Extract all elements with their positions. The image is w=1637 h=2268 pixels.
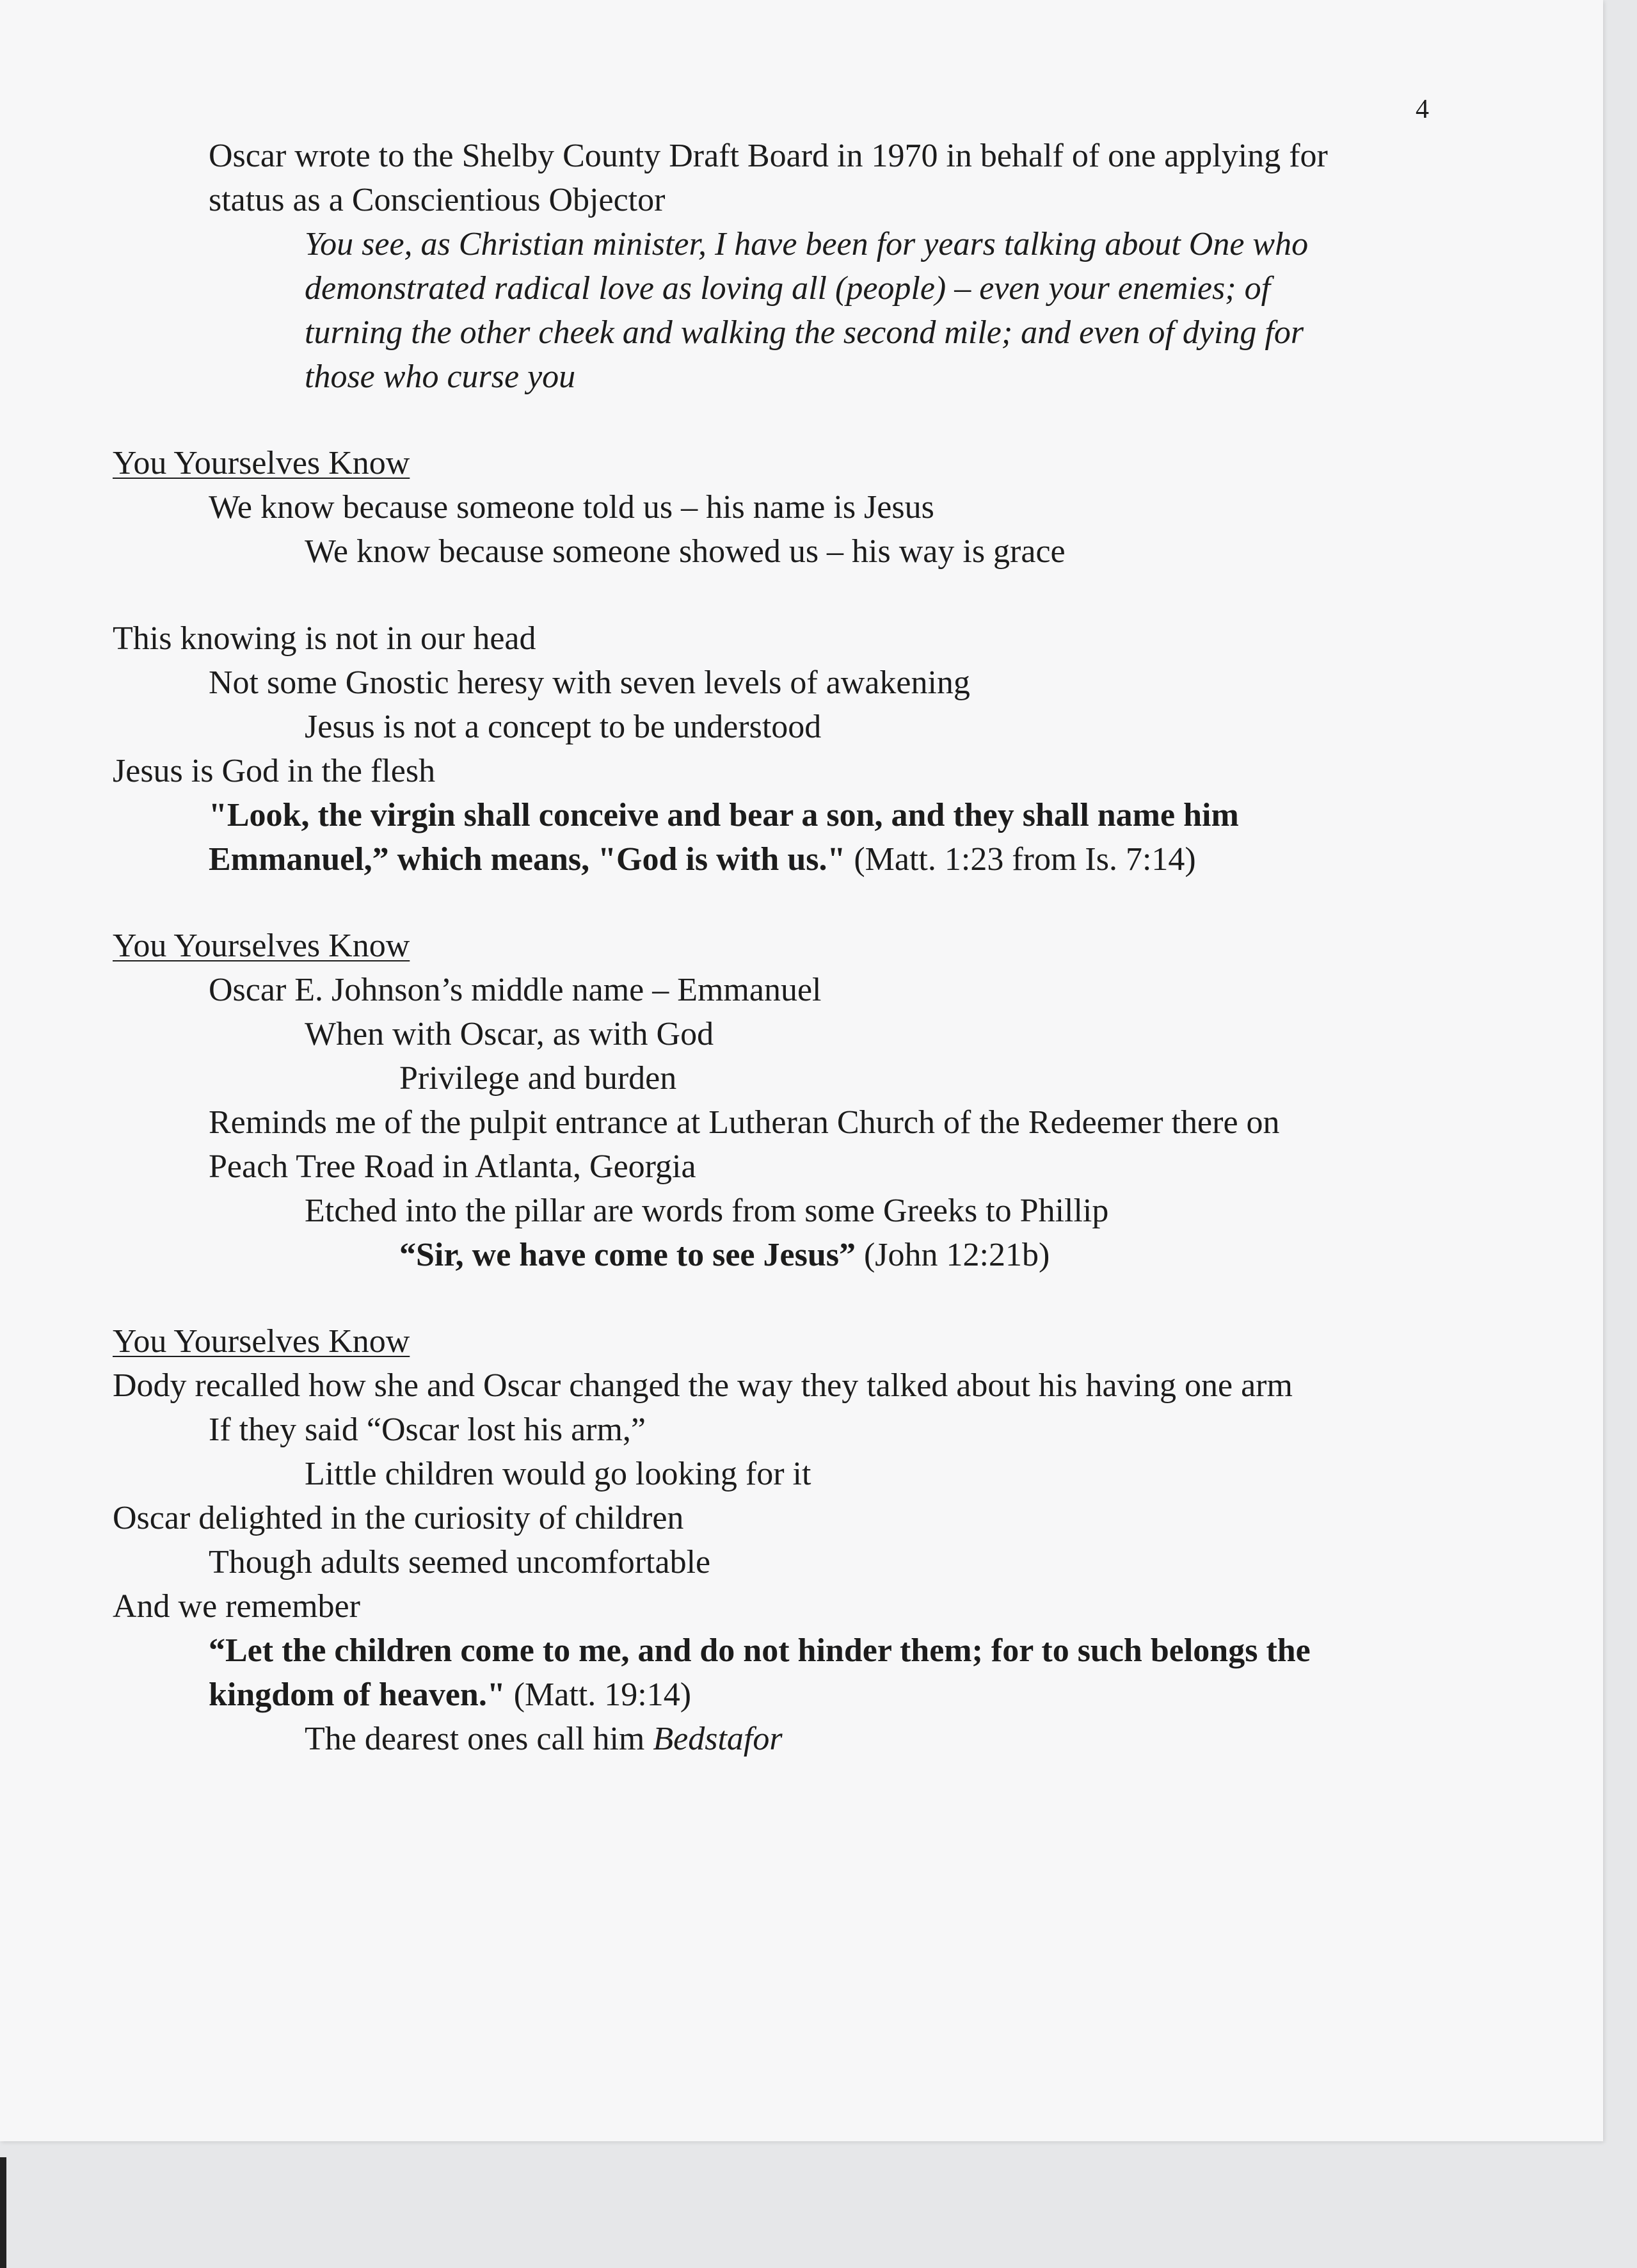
paragraph-line: Peach Tree Road in Atlanta, Georgia <box>209 1148 696 1185</box>
paragraph-line: This knowing is not in our head <box>113 620 536 657</box>
scripture-line <box>399 1239 1050 1272</box>
paragraph-text: The dearest ones call him <box>305 1721 653 1757</box>
paragraph-line: We know because someone told us – his name is Jesus <box>209 489 934 526</box>
paragraph-line: Privilege and burden <box>399 1060 677 1097</box>
section-heading: You Yourselves Know <box>113 1323 410 1360</box>
paragraph-line <box>305 1723 783 1756</box>
paragraph-line: Oscar delighted in the curiosity of children <box>113 1500 684 1536</box>
scripture-text: kingdom of heaven." <box>209 1677 506 1713</box>
paragraph-line: Oscar wrote to the Shelby County Draft Board in 1970 in behalf of one applying for <box>209 138 1328 174</box>
paragraph-line: Though adults seemed uncomfortable <box>209 1544 711 1580</box>
scripture-line: “Let the children come to me, and do not hinder them; for to such belongs the <box>209 1632 1311 1669</box>
name-italic: Bedstafor <box>653 1721 783 1757</box>
paragraph-line: If they said “Oscar lost his arm,” <box>209 1411 646 1448</box>
paragraph-line: When with Oscar, as with God <box>305 1016 714 1052</box>
paragraph-line: status as a Conscientious Objector <box>209 182 666 218</box>
paragraph-line: Jesus is God in the flesh <box>113 753 436 789</box>
paragraph-line: Not some Gnostic heresy with seven levels of awakening <box>209 664 970 701</box>
paragraph-line: Dody recalled how she and Oscar changed the way they talked about his having one arm <box>113 1367 1293 1404</box>
scripture-text: “Sir, we have come to see Jesus” <box>399 1237 856 1273</box>
scripture-line <box>209 843 1196 876</box>
paragraph-line: Oscar E. Johnson’s middle name – Emmanuel <box>209 972 822 1008</box>
page-number: 4 <box>1416 95 1429 124</box>
section-heading: You Yourselves Know <box>113 445 410 481</box>
scripture-citation: (Matt. 19:14) <box>505 1677 692 1713</box>
quote-line: You see, as Christian minister, I have been for years talking about One who <box>305 226 1309 262</box>
quote-line: turning the other cheek and walking the second mile; and even of dying for <box>305 314 1304 351</box>
paragraph-line: Etched into the pillar are words from some Greeks to Phillip <box>305 1193 1109 1229</box>
paragraph-line: Little children would go looking for it <box>305 1456 811 1492</box>
scripture-text: Emmanuel,” which means, "God is with us." <box>209 841 846 878</box>
quote-line: demonstrated radical love as loving all (people) – even your enemies; of <box>305 270 1271 307</box>
paragraph-line: Jesus is not a concept to be understood <box>305 709 822 745</box>
paragraph-line: Reminds me of the pulpit entrance at Lutheran Church of the Redeemer there on <box>209 1104 1280 1141</box>
scan-edge <box>0 2157 6 2268</box>
paragraph-line: And we remember <box>113 1588 360 1625</box>
scripture-citation: (Matt. 1:23 from Is. 7:14) <box>845 841 1196 878</box>
scripture-line: "Look, the virgin shall conceive and bear a son, and they shall name him <box>209 797 1239 833</box>
paragraph-line: We know because someone showed us – his way is grace <box>305 533 1066 570</box>
scripture-line <box>209 1678 691 1712</box>
section-heading: You Yourselves Know <box>113 928 410 964</box>
quote-line: those who curse you <box>305 358 576 395</box>
scripture-citation: (John 12:21b) <box>855 1237 1050 1273</box>
